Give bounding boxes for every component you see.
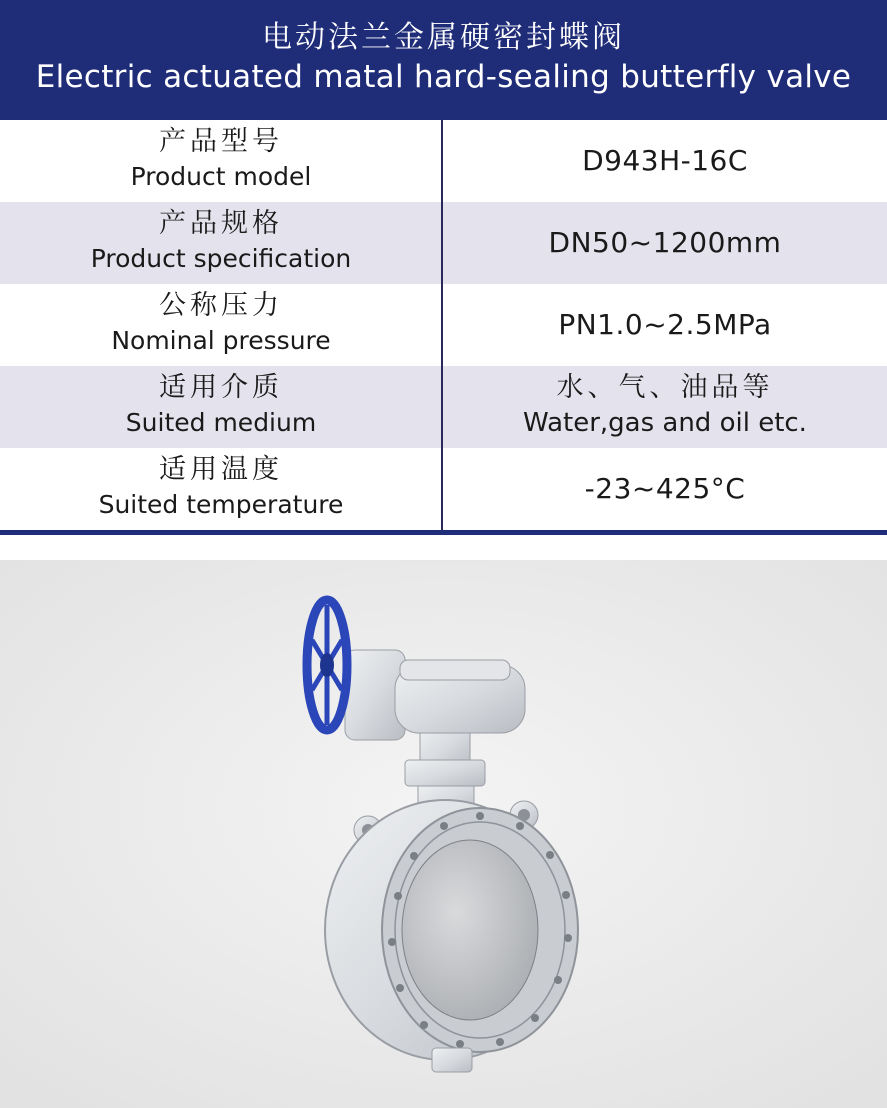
spec-value-text: D943H-16C [582,144,748,177]
spec-value [443,284,887,366]
spec-label-cn: 产品型号 [159,126,283,157]
butterfly-valve-illustration [0,560,887,1108]
spec-table [0,120,887,532]
gearbox [345,650,525,740]
spec-label-en: Suited temperature [98,490,344,519]
title-chinese: 电动法兰金属硬密封蝶阀 [262,20,625,55]
spec-label-en: Product model [130,162,312,191]
title-banner [0,0,887,120]
spec-row-model [0,120,887,202]
spec-label-en: Suited medium [125,408,317,437]
spec-value [443,366,887,448]
spec-label-cn: 适用介质 [159,372,283,403]
spec-value-text: PN1.0~2.5MPa [558,308,772,341]
spec-value-text: -23~425°C [584,472,746,505]
table-bottom-rule [0,530,887,535]
spec-value [443,120,887,202]
spec-label [0,120,442,202]
spec-value-cn: 水、气、油品等 [556,372,774,403]
spec-label [0,448,442,530]
spec-label-cn: 公称压力 [159,290,283,321]
spec-value [443,202,887,284]
spec-row-pressure [0,284,887,366]
spec-row-temperature [0,448,887,530]
spec-row-specification [0,202,887,284]
spec-label-en: Product specification [90,244,352,273]
spec-label [0,284,442,366]
spec-label-cn: 产品规格 [159,208,283,239]
spec-value-text: DN50~1200mm [548,226,782,259]
spec-label [0,202,442,284]
spec-label-cn: 适用温度 [159,454,283,485]
spec-label-en: Nominal pressure [111,326,331,355]
product-photo [0,560,887,1108]
spec-label [0,366,442,448]
column-divider [441,120,443,532]
spec-row-medium [0,366,887,448]
spec-value [443,448,887,530]
title-english: Electric actuated matal hard-sealing butterfly valve [35,59,852,95]
spec-value-en: Water,gas and oil etc. [523,408,807,438]
